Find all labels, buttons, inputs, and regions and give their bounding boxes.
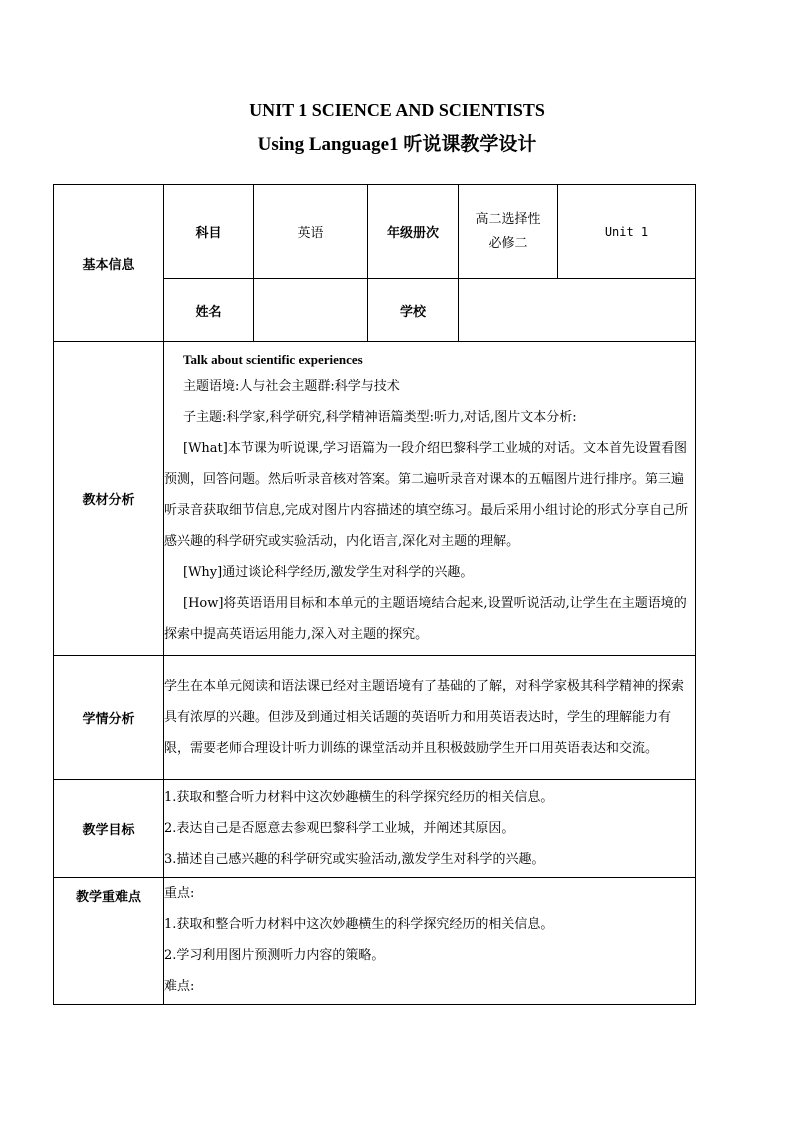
grade-value [459,185,558,279]
key-item: 2.学习利用图片预测听力内容的策略。 [164,948,385,963]
name-label: 姓名 [164,279,254,342]
material-heading: Talk about scientific experiences [183,352,363,367]
material-analysis-row [54,342,696,656]
grade-value-line1: 高二选择性 [475,211,541,227]
teaching-goals-label: 教学目标 [54,780,164,878]
teaching-goals-content [164,780,696,878]
grade-label: 年级册次 [368,185,459,279]
lesson-plan-table [53,184,696,1005]
goal-item: 1.获取和整合听力材料中这次妙趣横生的科学探究经历的相关信息。 [164,790,554,805]
student-analysis-label: 学情分析 [54,656,164,780]
student-analysis-row [54,656,696,780]
material-paragraph: [What]本节课为听说课,学习语篇为一段介绍巴黎科学工业城的对话。文本首先设置看图预测，回答问题。然后听录音核对答案。第二遍听录音对课本的五幅图片进行排序。第三遍听录音获取细节信息,完成对图片内容描述的填空练习。最后采用小组讨论的形式分享自己所感兴趣的科学研究或实验活动，内化语言,深化对主题的理解。 [164,441,689,549]
teaching-goals-row [54,780,696,878]
difficult-heading: 难点: [164,979,195,994]
keypoints-label: 教学重难点 [54,878,164,1005]
material-paragraph: [Why]通过谈论科学经历,激发学生对科学的兴趣。 [183,565,474,580]
key-heading: 重点: [164,886,195,901]
material-paragraph: 主题语境:人与社会主题群:科学与技术 [183,379,400,394]
basic-info-row-1 [54,185,696,279]
goal-item: 3.描述自己感兴趣的科学研究或实验活动,激发学生对科学的兴趣。 [164,852,545,867]
keypoints-content [164,878,696,1005]
material-paragraph: [How]将英语语用目标和本单元的主题语境结合起来,设置听说活动,让学生在主题语境的探索中提高英语运用能力,深入对主题的探究。 [164,596,687,642]
goal-item: 2.表达自己是否愿意去参观巴黎科学工业城，并阐述其原因。 [164,821,515,836]
student-analysis-text: 学生在本单元阅读和语法课已经对主题语境有了基础的了解，对科学家极其科学精神的探索具有浓厚的兴趣。但涉及到通过相关话题的英语听力和用英语表达时，学生的理解能力有限，需要老师合理设计听力训练的课堂活动并且积极鼓励学生开口用英语表达和交流。 [164,679,685,756]
basic-info-label: 基本信息 [54,185,164,342]
keypoints-row [54,878,696,1005]
unit-value: Unit 1 [558,185,696,279]
document-title: UNIT 1 SCIENCE AND SCIENTISTS [249,100,545,120]
subject-value: 英语 [254,185,368,279]
school-value[interactable] [459,279,696,342]
material-analysis-label: 教材分析 [54,342,164,656]
grade-value-line2: 必修二 [488,235,528,251]
key-item: 1.获取和整合听力材料中这次妙趣横生的科学探究经历的相关信息。 [164,917,554,932]
material-paragraph: 子主题:科学家,科学研究,科学精神语篇类型:听力,对话,图片文本分析: [183,410,577,425]
school-label: 学校 [368,279,459,342]
student-analysis-content [164,656,696,780]
subject-label: 科目 [164,185,254,279]
document-subtitle: Using Language1 听说课教学设计 [257,134,537,155]
material-analysis-content [164,342,696,656]
name-value[interactable] [254,279,368,342]
